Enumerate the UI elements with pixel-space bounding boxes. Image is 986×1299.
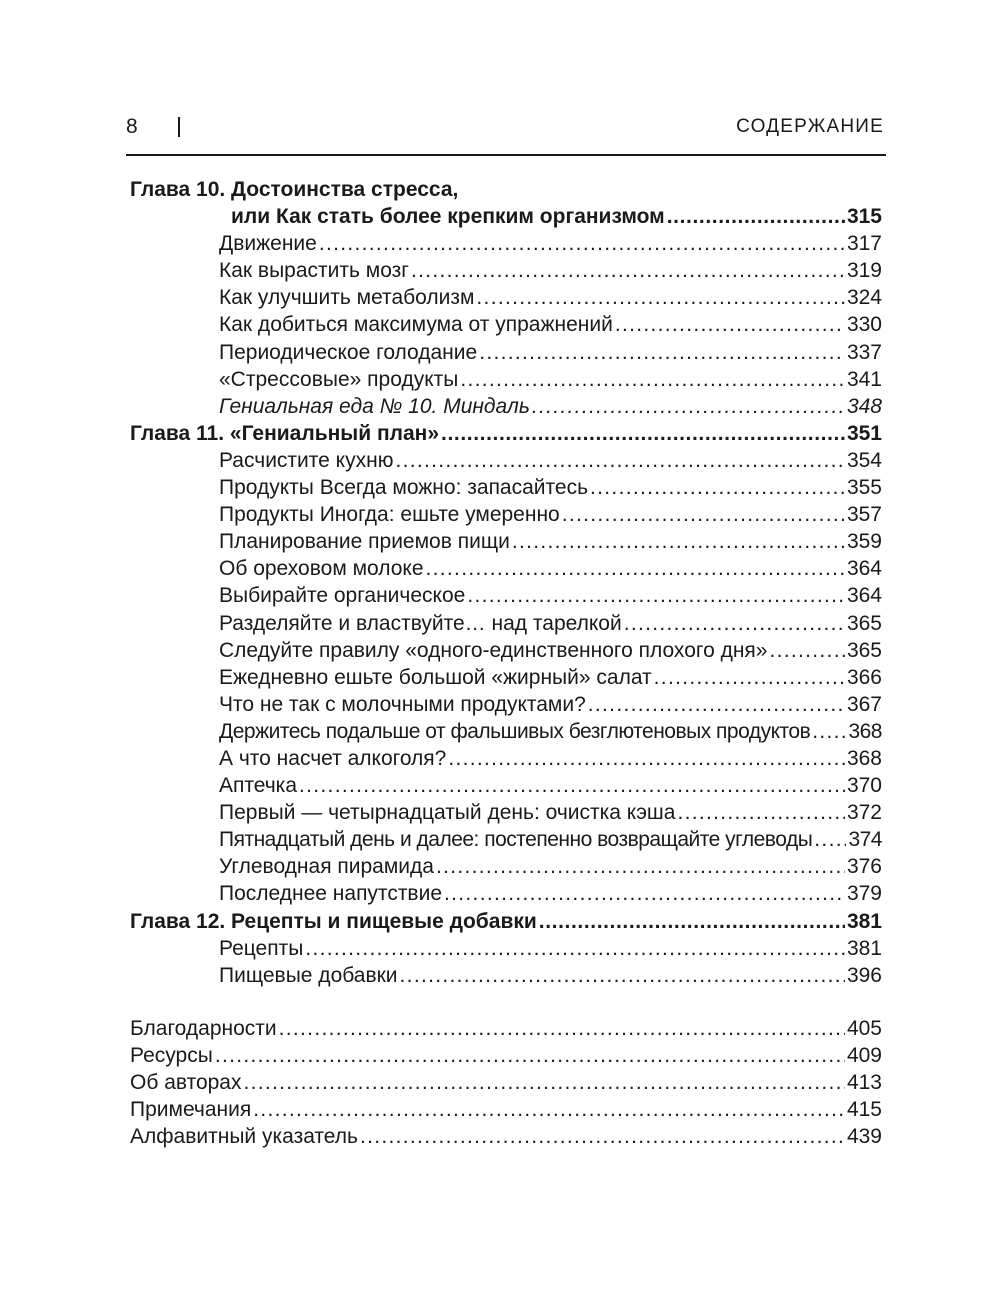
dot-leader <box>448 745 845 772</box>
toc-chapter-title: Глава 12. Рецепты и пищевые добавки <box>130 909 537 933</box>
toc-entry <box>130 962 882 989</box>
toc-entry-title: Ежедневно ешьте большой «жирный» салат <box>219 665 652 689</box>
toc-page-number: 413 <box>846 1071 882 1094</box>
toc-chapter-title: Глава 10. Достоинства стресса, <box>130 178 459 201</box>
toc-page-number: 319 <box>846 259 882 283</box>
toc-entry <box>130 230 882 257</box>
dot-leader <box>654 664 845 691</box>
toc-page-number: 364 <box>846 557 882 581</box>
toc-entry <box>130 691 882 718</box>
toc-entry-title: Аптечка <box>219 774 298 798</box>
running-title: СОДЕРЖАНИЕ <box>736 116 884 137</box>
dot-leader <box>305 935 845 962</box>
toc-entry-genius-food <box>130 393 882 420</box>
header-separator <box>178 117 180 137</box>
dot-leader <box>244 1069 845 1096</box>
toc-page-number: 337 <box>846 340 882 364</box>
toc-entry <box>130 582 882 609</box>
toc-page-number: 415 <box>846 1098 882 1122</box>
dot-leader <box>532 393 845 420</box>
dot-leader <box>400 962 845 989</box>
toc-page-number: 330 <box>846 313 882 337</box>
section-gap <box>130 989 882 1015</box>
toc-entry-title: Что не так с молочными продуктами? <box>219 692 586 716</box>
toc-entry-title: Углеводная пирамида <box>219 855 434 879</box>
toc-page-number: 376 <box>846 855 882 879</box>
dot-leader <box>512 528 845 555</box>
toc-page-number: 348 <box>846 394 882 418</box>
toc-entry-title: Последнее напутствие <box>219 882 443 906</box>
dot-leader <box>615 311 845 338</box>
toc-chapter-11 <box>130 420 882 447</box>
toc-entry-title: Пятнадцатый день и далее: постепенно возвращайте углеводы <box>219 828 813 852</box>
toc-entry-title: Благодарности <box>130 1016 277 1040</box>
toc-entry-title: Об авторах <box>130 1071 242 1094</box>
toc-entry <box>130 664 882 691</box>
toc-page-number: 315 <box>846 205 882 229</box>
dot-leader <box>436 853 845 880</box>
dot-leader <box>814 826 846 853</box>
toc-entry-title: Примечания <box>130 1098 252 1122</box>
toc-page-number: 409 <box>846 1043 882 1067</box>
toc-entry <box>130 880 882 907</box>
toc-back-entry <box>130 1015 882 1042</box>
dot-leader <box>279 1015 845 1042</box>
toc-page-number: 364 <box>846 584 882 608</box>
toc-entry <box>130 637 882 664</box>
toc-entry-title: Пищевые добавки <box>219 963 398 987</box>
toc-entry-title: Рецепты <box>219 936 304 960</box>
toc-entry <box>130 447 882 474</box>
toc-entry-title: «Стрессовые» продукты <box>219 367 459 391</box>
toc-entry <box>130 257 882 284</box>
toc-entry <box>130 799 882 826</box>
toc-entry-title: Гениальная еда № 10. Миндаль <box>219 394 530 418</box>
dot-leader <box>426 555 845 582</box>
toc-chapter-title: или Как стать более крепким организмом <box>231 205 665 229</box>
dot-leader <box>476 284 845 311</box>
dot-leader <box>667 203 845 230</box>
toc-back-entry <box>130 1123 882 1150</box>
toc-page-number: 317 <box>846 232 882 256</box>
toc-page-number: 405 <box>846 1016 882 1040</box>
dot-leader <box>360 1123 845 1150</box>
toc-entry-title: Выбирайте органическое <box>219 584 466 608</box>
dot-leader <box>441 420 845 447</box>
toc-entry-title: Продукты Всегда можно: запасайтесь <box>219 476 589 500</box>
dot-leader <box>539 908 845 935</box>
toc-entry <box>130 339 882 366</box>
dot-leader <box>460 366 845 393</box>
toc-back-entry <box>130 1069 882 1096</box>
toc-entry <box>130 610 882 637</box>
toc-entry <box>130 772 882 799</box>
toc-chapter-title: Глава 11. «Гениальный план» <box>130 421 440 445</box>
toc-entry-title: Алфавитный указатель <box>130 1125 358 1149</box>
toc-page-number: 379 <box>846 882 882 906</box>
toc-page-number: 359 <box>846 530 882 554</box>
toc-chapter-12 <box>130 908 882 935</box>
dot-leader <box>624 610 845 637</box>
toc-entry-title: Продукты Иногда: ешьте умеренно <box>219 503 560 527</box>
toc-page-number: 368 <box>846 746 882 770</box>
toc-entry <box>130 284 882 311</box>
toc-entry-title: Движение <box>219 232 317 256</box>
toc-page-number: 365 <box>846 638 882 662</box>
toc-entry <box>130 528 882 555</box>
dot-leader <box>444 880 845 907</box>
toc-chapter-10 <box>130 203 882 230</box>
dot-leader <box>677 799 845 826</box>
toc-page-number: 381 <box>846 909 882 933</box>
toc-entry-title: Об ореховом молоке <box>219 557 424 581</box>
toc-page-number: 351 <box>846 421 882 445</box>
toc-entry <box>130 935 882 962</box>
dot-leader <box>769 637 844 664</box>
header-rule <box>126 154 886 156</box>
toc-page-number: 324 <box>846 286 882 310</box>
toc-entry-title: Планирование приемов пищи <box>219 530 510 554</box>
dot-leader <box>479 339 845 366</box>
toc-entry-title: Как добиться максимума от упражнений <box>219 313 613 337</box>
toc-page-number: 365 <box>846 611 882 635</box>
toc-entry <box>130 826 882 853</box>
toc-page-number: 367 <box>846 692 882 716</box>
toc-entry <box>130 311 882 338</box>
toc-entry-title: А что насчет алкоголя? <box>219 746 447 770</box>
toc-page-number: 357 <box>846 503 882 527</box>
toc-entry-title: Первый — четырнадцатый день: очистка кэша <box>219 801 676 825</box>
table-of-contents <box>130 176 882 1150</box>
toc-page-number: 396 <box>846 963 882 987</box>
dot-leader <box>812 718 846 745</box>
toc-entry <box>130 501 882 528</box>
toc-entry-title: Следуйте правилу «одного-единственного плохого дня» <box>219 638 768 662</box>
toc-page-number: 366 <box>846 665 882 689</box>
dot-leader <box>588 691 845 718</box>
toc-page-number: 368 <box>848 719 882 743</box>
toc-page-number: 370 <box>846 774 882 798</box>
toc-entry-title: Разделяйте и властвуйте… над тарелкой <box>219 611 622 635</box>
toc-entry <box>130 474 882 501</box>
page-header <box>126 115 886 145</box>
toc-entry-title: Как улучшить метаболизм <box>219 286 475 310</box>
toc-entry <box>130 718 882 745</box>
toc-page-number: 374 <box>848 828 882 852</box>
toc-entry <box>130 745 882 772</box>
dot-leader <box>411 257 845 284</box>
dot-leader <box>590 474 845 501</box>
toc-entry <box>130 853 882 880</box>
dot-leader <box>467 582 845 609</box>
toc-entry-title: Расчистите кухню <box>219 448 394 472</box>
dot-leader <box>253 1096 845 1123</box>
toc-back-entry <box>130 1096 882 1123</box>
toc-chapter-10-heading <box>130 176 882 203</box>
toc-entry <box>130 366 882 393</box>
dot-leader <box>319 230 845 257</box>
toc-page-number: 372 <box>846 801 882 825</box>
page-number: 8 <box>126 115 138 138</box>
toc-entry-title: Ресурсы <box>130 1043 213 1067</box>
dot-leader <box>562 501 845 528</box>
toc-page-number: 354 <box>846 448 882 472</box>
toc-page-number: 381 <box>846 936 882 960</box>
dot-leader <box>299 772 845 799</box>
dot-leader <box>395 447 845 474</box>
toc-page-number: 439 <box>846 1125 882 1149</box>
toc-page-number: 341 <box>846 367 882 391</box>
toc-entry-title: Держитесь подальше от фальшивых безглютеновых продуктов <box>219 719 811 743</box>
toc-back-entry <box>130 1042 882 1069</box>
dot-leader <box>215 1042 845 1069</box>
toc-entry-title: Как вырастить мозг <box>219 259 409 283</box>
toc-page-number: 355 <box>846 476 882 500</box>
toc-entry-title: Периодическое голодание <box>219 340 478 364</box>
toc-entry <box>130 555 882 582</box>
